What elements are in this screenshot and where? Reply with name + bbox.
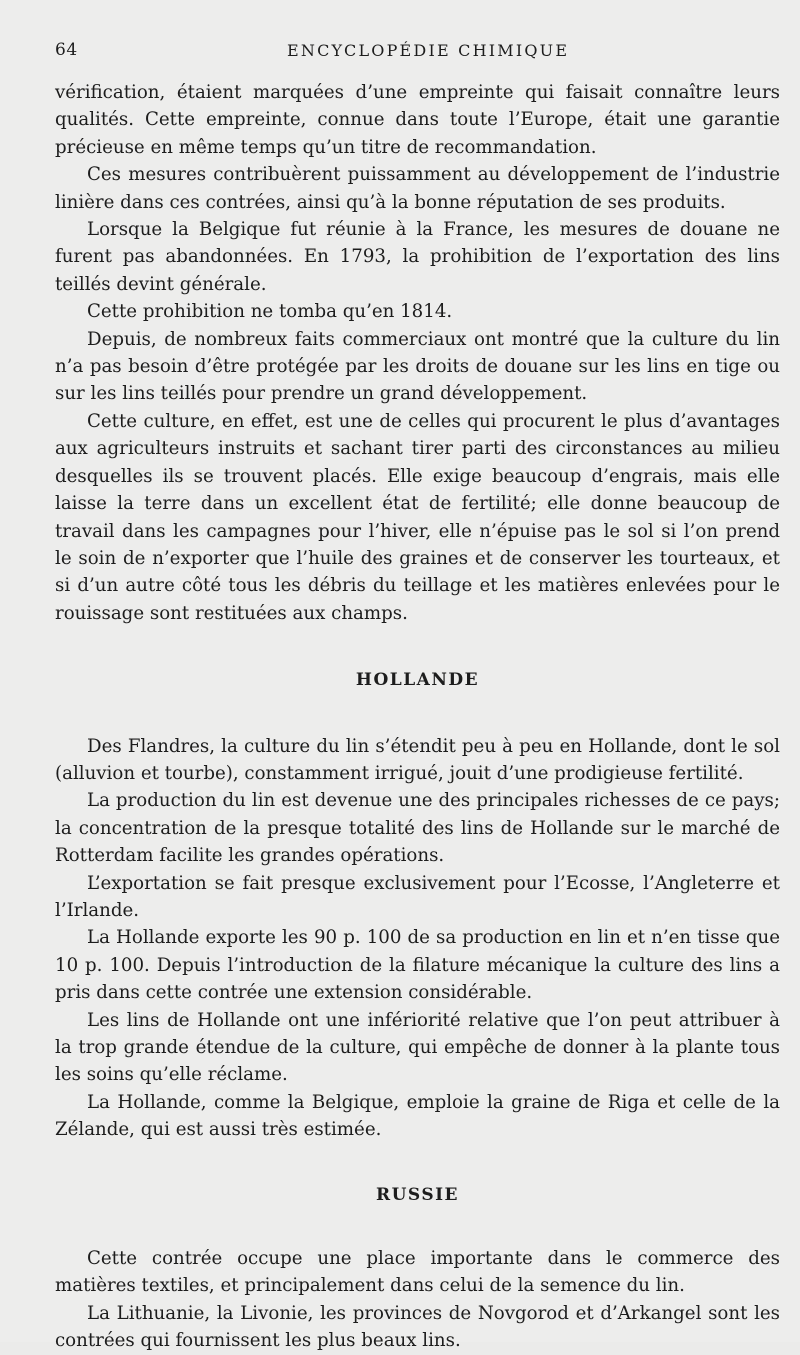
paragraph: Lorsque la Belgique fut réunie à la France, les mesures de douane ne furent pas abandonnées. En 1793, la prohibition de l’exportation des lins teillés devint générale. <box>55 219 780 295</box>
paragraph: La Lithuanie, la Livonie, les provinces de Novgorod et d’Arkangel sont les contrées qui fournissent les plus beaux lins. <box>55 1302 780 1352</box>
paragraph: vérification, étaient marquées d’une empreinte qui faisait connaître leurs qualités. Cette empreinte, connue dans toute l’Europe, était une garantie précieuse en même temps qu’un titre de recommandation. <box>55 82 780 158</box>
section-title-russie: RUSSIE <box>375 1184 460 1205</box>
paragraph: Ces mesures contribuèrent puissamment au développement de l’industrie linière dans ces contrées, ainsi qu’à la bonne réputation de ses produits. <box>55 164 780 213</box>
paragraph: Depuis, de nombreux faits commerciaux ont montré que la culture du lin n’a pas besoin d’être protégée par les droits de douane sur les lins en tige ou sur les lins teillés pour prendre un grand développement. <box>55 328 780 405</box>
paragraph: La production du lin est devenue une des principales richesses de ce pays; la concentration de la presque totalité des lins de Hollande sur le marché de Rotterdam facilite les grandes opérations. <box>55 790 780 867</box>
page-number: 64 <box>55 40 78 60</box>
paragraph: Les lins de Hollande ont une infériorité relative que l’on peut attribuer à la trop grande étendue de la culture, qui empêche de donner à la plante tous les soins qu’elle réclame. <box>55 1009 780 1086</box>
running-head: ENCYCLOPÉDIE CHIMIQUE <box>287 41 570 60</box>
section-title-hollande: HOLLANDE <box>355 670 480 691</box>
paragraph: La Hollande, comme la Belgique, emploie la graine de Riga et celle de la Zélande, qui est aussi très estimée. <box>55 1091 780 1141</box>
paragraph: La Hollande exporte les 90 p. 100 de sa production en lin et n’en tisse que 10 p. 100. Depuis l’introduction de la filature mécanique la culture des lins a pris dans cette contrée une extension considérable. <box>55 927 780 1004</box>
page-header <box>55 40 780 66</box>
body-text <box>55 79 780 1355</box>
paragraph: Des Flandres, la culture du lin s’étendit peu à peu en Hollande, dont le sol (alluvion et tourbe), constamment irrigué, jouit d’une prodigieuse fertilité. <box>55 735 780 784</box>
paragraph: Cette culture, en effet, est une de celles qui procurent le plus d’avantages aux agriculteurs instruits et sachant tirer parti des circonstances au milieu desquelles ils se trouvent placés. Elle exige beaucoup d’engrais, mais elle laisse la terre dans un excellent état de fertilité; elle donne beaucoup de travail dans les campagnes pour l’hiver, elle n’épuise pas le sol si l’on prend le soin de n’exporter que l’huile des graines et de conserver les tourteaux, et si d’un autre côté tous les débris du teillage et les matières enlevées pour le rouissage sont restituées aux champs. <box>55 410 780 624</box>
paragraph: Cette contrée occupe une place importante dans le commerce des matières textiles, et principalement dans celui de la semence du lin. <box>55 1248 780 1297</box>
paragraph: L’exportation se fait presque exclusivement pour l’Ecosse, l’Angleterre et l’Irlande. <box>55 872 780 921</box>
paragraph: Cette prohibition ne tomba qu’en 1814. <box>87 301 453 323</box>
